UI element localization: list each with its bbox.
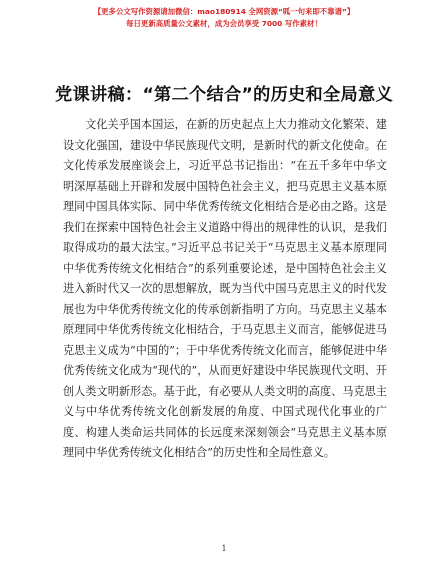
page-number: 1 (221, 544, 227, 553)
document-body (63, 115, 387, 464)
promo-banner-line-2: 每日更新高质量公文素材，成为会员享受 7000 写作素材！ (126, 19, 322, 28)
document-title: 党课讲稿：“第二个结合”的历史和全局意义 (55, 85, 393, 105)
promo-banner-line-1: 【更多公文写作资源请加微信：mao180914 全网资源“呱一句来即不靠谱”】 (93, 7, 355, 16)
body-paragraph: 文化关乎国本国运，在新的历史起点上大力推动文化繁荣、建设文化强国，建设中华民族现代文明，是新时代的新文化使命。在文化传承发展座谈会上，习近平总书记指出：“在五千多年中华文明深厚基础上开辟和发展中国特色社会主义，把马克思主义基本原理同中国具体实际、同中华优秀传统文化相结合是必由之路。这是我们在探索中国特色社会主义道路中得出的规律性的认识，是我们取得成功的最大法宝。”习近平总书记关于“马克思主义基本原理同中华优秀传统文化相结合”的系列重要论述，是中国特色社会主义进入新时代又一次的思想解放，既为当代中国马克思主义的时代发展也为中华优秀传统文化的传承创新指明了方向。马克思主义基本原理同中华优秀传统文化相结合，于马克思主义而言，能够促进马克思主义成为“中国的”；于中华优秀传统文化而言，能够促进中华优秀传统文化成为“现代的”，从而更好建设中华民族现代文明、开创人类文明新形态。基于此，有必要从人类文明的高度、马克思主义与中华优秀传统文化创新发展的角度、中国式现代化事业的广度、构建人类命运共同体的长远度来深刻领会“马克思主义基本原理同中华优秀传统文化相结合”的历史性和全局性意义。 (63, 118, 387, 459)
promo-banner (0, 6, 448, 30)
